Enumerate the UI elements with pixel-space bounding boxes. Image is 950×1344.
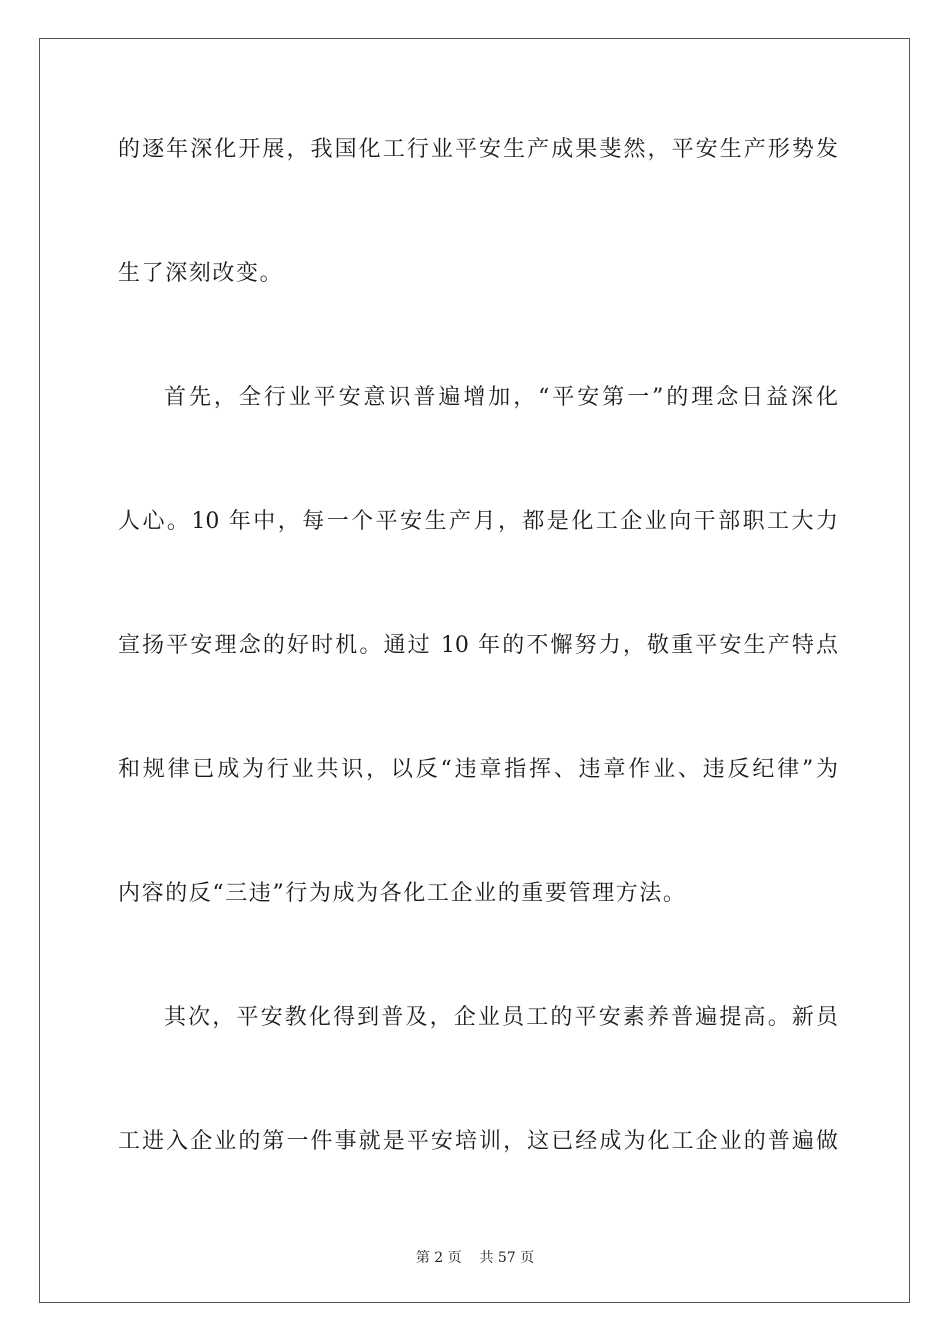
text-line: 和规律已成为行业共识，以反“违章指挥、违章作业、违反纪律”为 (118, 757, 838, 782)
text-line: 其次，平安教化得到普及，企业员工的平安素养普遍提高。新员 (164, 1005, 838, 1030)
text-line: 工进入企业的第一件事就是平安培训，这已经成为化工企业的普遍做 (118, 1129, 838, 1154)
page-number: 第 2 页 (415, 1250, 462, 1266)
text-line: 宣扬平安理念的好时机。通过 10 年的不懈努力，敬重平安生产特点 (118, 633, 838, 658)
text-line: 生了深刻改变。 (118, 261, 284, 286)
text-line: 的逐年深化开展，我国化工行业平安生产成果斐然，平安生产形势发 (118, 137, 838, 162)
text-line: 人心。10 年中，每一个平安生产月，都是化工企业向干部职工大力 (118, 509, 838, 534)
page-border (39, 38, 910, 1303)
page-footer (0, 1248, 950, 1268)
page-total: 共 57 页 (479, 1250, 535, 1266)
text-line: 首先，全行业平安意识普遍增加，“平安第一”的理念日益深化 (164, 385, 838, 410)
text-line: 内容的反“三违”行为成为各化工企业的重要管理方法。 (118, 881, 687, 906)
